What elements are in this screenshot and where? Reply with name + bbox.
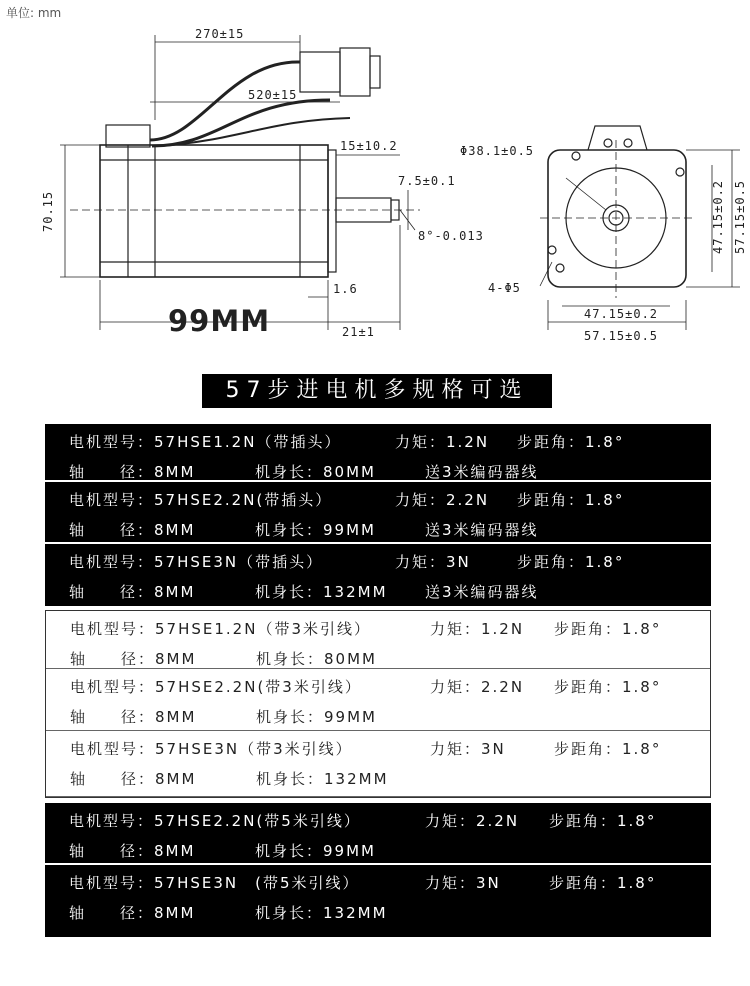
dim-1-6-label: 1.6 xyxy=(333,282,358,296)
spec-body-length: 机身长：99MM xyxy=(255,842,376,860)
motor-front-view xyxy=(540,126,695,298)
spec-group xyxy=(45,610,711,798)
spec-step-angle: 步距角：1.8° xyxy=(549,812,657,830)
dim-70-label: 70.15 xyxy=(41,190,55,232)
spec-torque: 力矩：2.2N xyxy=(395,491,490,509)
spec-torque: 力矩：3N xyxy=(430,740,506,758)
dim-15-label: 15±10.2 xyxy=(340,139,398,153)
spec-body-length: 机身长：132MM xyxy=(255,904,388,922)
spec-shaft-diameter: 轴 径：8MM xyxy=(69,583,196,601)
spec-body-length: 机身长：99MM xyxy=(255,521,376,539)
section-banner: 57步进电机多规格可选 xyxy=(202,374,552,408)
spec-step-angle: 步距角：1.8° xyxy=(517,553,625,571)
spec-body-length: 机身长：99MM xyxy=(256,708,377,726)
spec-item xyxy=(45,424,711,482)
spec-body-length: 机身长：80MM xyxy=(256,650,377,668)
spec-step-angle: 步距角：1.8° xyxy=(554,678,662,696)
dim-phi38-label: Φ38.1±0.5 xyxy=(460,144,535,158)
dim-47-15-h-label: 47.15±0.2 xyxy=(584,307,659,321)
spec-shaft-diameter: 轴 径：8MM xyxy=(70,708,197,726)
spec-model: 电机型号：57HSE3N (带5米引线） xyxy=(69,874,360,892)
spec-step-angle: 步距角：1.8° xyxy=(549,874,657,892)
spec-model: 电机型号：57HSE3N（带3米引线） xyxy=(70,740,353,758)
spec-torque: 力矩：1.2N xyxy=(430,620,525,638)
spec-model: 电机型号：57HSE2.2N(带3米引线） xyxy=(70,678,362,696)
dim-4phi5-label: 4-Φ5 xyxy=(488,281,521,295)
dim-270-label: 270±15 xyxy=(195,27,245,41)
spec-shaft-diameter: 轴 径：8MM xyxy=(69,904,196,922)
spec-item xyxy=(45,544,711,606)
spec-torque: 力矩：3N xyxy=(395,553,471,571)
spec-body-length: 机身长：80MM xyxy=(255,463,376,481)
spec-step-angle: 步距角：1.8° xyxy=(554,620,662,638)
dim-21-label: 21±1 xyxy=(342,325,375,339)
dim-7-5-label: 7.5±0.1 xyxy=(398,174,456,188)
spec-step-angle: 步距角：1.8° xyxy=(517,491,625,509)
spec-item xyxy=(46,669,710,731)
dim-520-label: 520±15 xyxy=(248,88,298,102)
spec-model: 电机型号：57HSE3N（带插头） xyxy=(69,553,324,571)
spec-torque: 力矩：1.2N xyxy=(395,433,490,451)
spec-shaft-diameter: 轴 径：8MM xyxy=(70,770,197,788)
spec-group xyxy=(45,803,711,937)
spec-torque: 力矩：3N xyxy=(425,874,501,892)
dim-47-15-v-label: 47.15±0.2 xyxy=(711,179,725,254)
spec-step-angle: 步距角：1.8° xyxy=(554,740,662,758)
spec-body-length: 机身长：132MM xyxy=(255,583,388,601)
body-length-99mm: 99MM xyxy=(168,304,271,338)
spec-body-length: 机身长：132MM xyxy=(256,770,389,788)
spec-model: 电机型号：57HSE2.2N(带插头） xyxy=(69,491,333,509)
spec-model: 电机型号：57HSE2.2N(带5米引线） xyxy=(69,812,361,830)
spec-item xyxy=(45,803,711,865)
spec-model: 电机型号：57HSE1.2N（带插头） xyxy=(69,433,342,451)
dim-8-label: 8°-0.013 xyxy=(418,229,484,243)
spec-step-angle: 步距角：1.8° xyxy=(517,433,625,451)
spec-shaft-diameter: 轴 径：8MM xyxy=(69,463,196,481)
motor-side-view xyxy=(70,48,420,277)
motor-dimension-drawing xyxy=(0,0,750,360)
spec-item xyxy=(45,482,711,544)
spec-torque: 力矩：2.2N xyxy=(430,678,525,696)
spec-torque: 力矩：2.2N xyxy=(425,812,520,830)
spec-item xyxy=(45,865,711,937)
dim-57-15-v-label: 57.15±0.5 xyxy=(733,179,747,254)
spec-extra: 送3米编码器线 xyxy=(425,521,539,539)
spec-group xyxy=(45,424,711,606)
spec-extra: 送3米编码器线 xyxy=(425,583,539,601)
spec-shaft-diameter: 轴 径：8MM xyxy=(69,842,196,860)
spec-item xyxy=(46,731,710,797)
spec-shaft-diameter: 轴 径：8MM xyxy=(69,521,196,539)
dim-57-15-h-label: 57.15±0.5 xyxy=(584,329,659,343)
unit-label: 单位: mm xyxy=(6,6,62,20)
spec-extra: 送3米编码器线 xyxy=(425,463,539,481)
spec-model: 电机型号：57HSE1.2N（带3米引线） xyxy=(70,620,371,638)
spec-item xyxy=(46,611,710,669)
spec-shaft-diameter: 轴 径：8MM xyxy=(70,650,197,668)
